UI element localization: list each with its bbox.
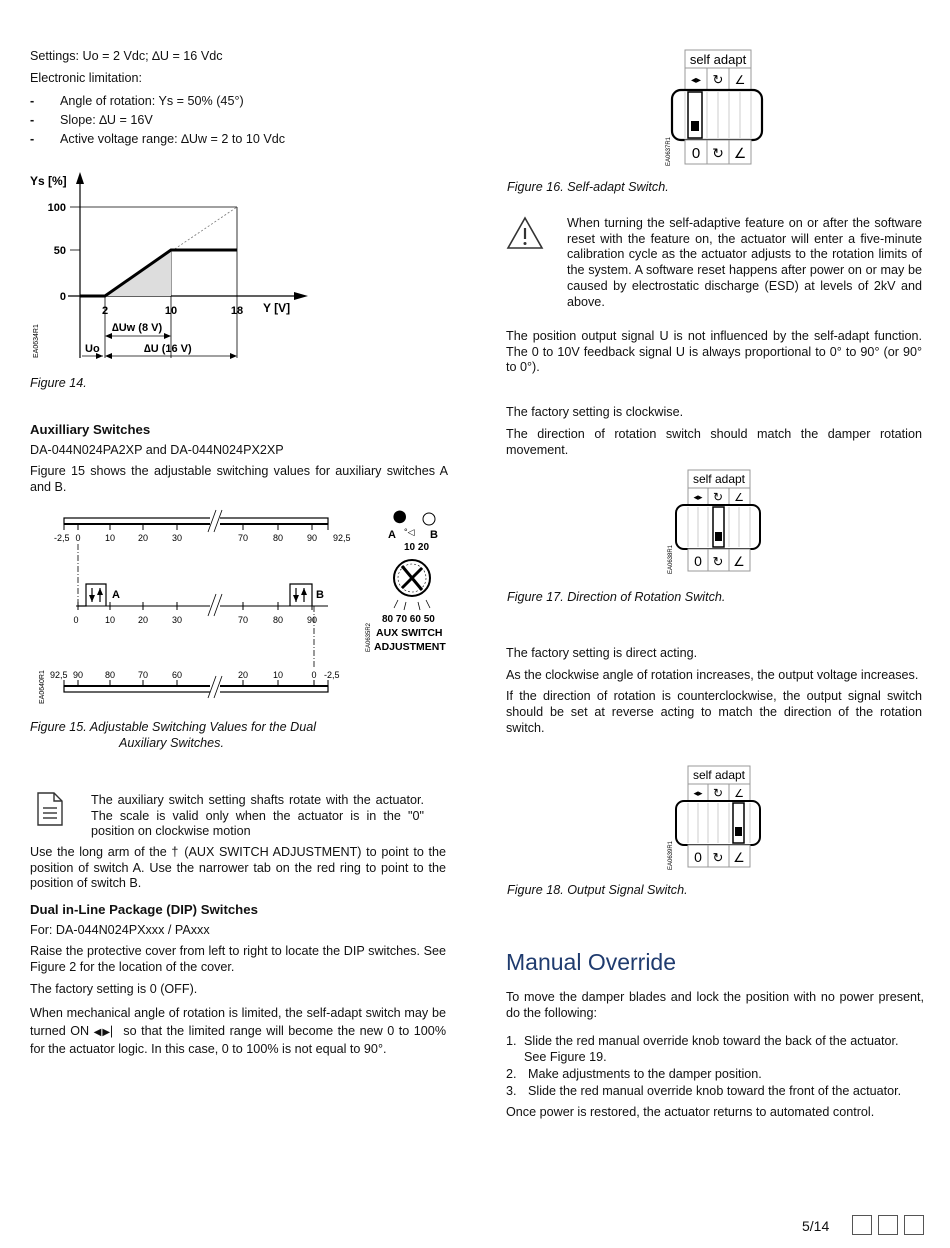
angle-icon: ∠ [733, 145, 747, 161]
scale-label: 80 [104, 670, 116, 680]
footer-box [852, 1215, 872, 1235]
x-tick-label: 2 [101, 305, 109, 317]
x-axis-label: Y [V] [263, 301, 291, 315]
scale-label: 10 [104, 533, 116, 543]
figure-15-diagram [30, 508, 450, 718]
scale-label: 60 [171, 670, 183, 680]
step-number: 3. [506, 1083, 517, 1098]
scale-label: -2,5 [54, 533, 70, 543]
dip-factory: The factory setting is 0 (OFF). [30, 981, 198, 996]
scale-label: 20 [237, 670, 249, 680]
angle-icon: ∠ [734, 788, 744, 800]
manual-override-title: Manual Override [506, 949, 677, 975]
scale-label: 70 [237, 615, 249, 625]
figure-code: EA0637R1 [666, 136, 672, 166]
rotation-icon: ↻ [712, 850, 724, 865]
figure-16-caption: Figure 16. Self-adapt Switch. [507, 180, 669, 194]
page-number: 5/14 [802, 1218, 830, 1234]
figure-18-caption: Figure 18. Output Signal Switch. [507, 883, 688, 897]
footer-box [904, 1215, 924, 1235]
rotation-icon: ↻ [712, 72, 724, 87]
scale-label: 10 [104, 615, 116, 625]
right-text-block-2 [506, 646, 922, 737]
manual-steps [506, 1034, 924, 1099]
factory-cw-text: The factory setting is clockwise. [506, 405, 684, 420]
dial-b-label: B [430, 529, 438, 541]
scale-label: 0 [75, 533, 81, 543]
list-item: - Active voltage range: ∆Uw = 2 to 10 Vdc [30, 132, 450, 148]
figure-17-caption: Figure 17. Direction of Rotation Switch. [507, 590, 726, 604]
dip-raise: Raise the protective cover from left to right to locate the DIP switches. See Figure 2 for the location of the cover. [30, 944, 446, 975]
step-number: 1. [506, 1034, 517, 1049]
aux-title: Auxilliary Switches [30, 422, 151, 437]
scale-label: 70 [137, 670, 149, 680]
self-adapt-icon: ◂▸ [693, 788, 703, 798]
aux-text: Figure 15 shows the adjustable switching values for auxiliary switches A and B. [30, 464, 448, 494]
restored-text: Once power is restored, the actuator returns to automated control. [506, 1105, 875, 1120]
scale-label: 0 [311, 670, 317, 680]
rotation-icon: ↻ [712, 145, 724, 161]
dial-title-2: ADJUSTMENT [374, 641, 446, 653]
dip-title: Dual in-Line Package (DIP) Switches [30, 902, 258, 918]
scale-label: 90 [306, 615, 318, 625]
angle-icon: ∠ [733, 850, 745, 865]
scale-label: 0 [73, 615, 79, 625]
scale-label: 10 [272, 670, 284, 680]
position-output-text: The position output signal U is not influenced by the self-adapt function. The 0 to 10V feedback signal U is always proportional to 0° to 90° (or 90° to 0°). [506, 329, 922, 375]
dial-title-1: AUX SWITCH [376, 627, 443, 639]
switch-label: self adapt [689, 52, 747, 67]
list-item: - Slope: ∆U = 16V [30, 113, 450, 129]
note-text: The auxiliary switch setting shafts rotate with the actuator. The scale is valid only when the actuator is in the "0" position on clockwise motion [91, 793, 424, 839]
scale-label: 20 [137, 615, 149, 625]
dial-top-numbers: 10 20 [404, 542, 430, 553]
manual-override-section [506, 990, 924, 1121]
du-label: ∆U (16 V) [144, 343, 192, 355]
scale-label: 90 [306, 533, 318, 543]
dip-mech-part1: When mechanical angle of rotation is limited, the self-adapt switch may be turned ON [30, 1005, 446, 1038]
figure-14-caption: Figure 14. [30, 376, 87, 390]
scale-label: 30 [171, 615, 183, 625]
dial-a-label: A [388, 529, 396, 541]
x-tick-label: 18 [230, 305, 244, 317]
dip-section [30, 845, 446, 1059]
figure-code: EA0640R1 [39, 670, 46, 704]
scale-label: 30 [171, 533, 183, 543]
figure-code: EA0635R2 [366, 622, 372, 652]
figure-18-switch [664, 764, 774, 874]
scale-label: -2,5 [324, 670, 340, 680]
warning-icon [506, 216, 544, 250]
list-item [506, 1084, 924, 1100]
dip-mech [30, 1004, 446, 1059]
limitation-list [30, 94, 450, 147]
figure-17-switch [664, 468, 774, 578]
list-item [506, 1034, 924, 1065]
warning-text: When turning the self-adaptive feature on or after the software reset with the feature on, the actuator will enter a five-minute calibration cycle as the actuator adjusts to the rotation limits of the system. A software reset happens after power on or may be caused by electrostatic discharge (ESD) at levels of 2kV and above. [567, 216, 922, 309]
figure-code: EA0638R1 [668, 544, 674, 574]
scale-label: 92,5 [50, 670, 68, 680]
self-adapt-on-icon: ◀▶▏ [93, 1026, 119, 1038]
x-tick-label: 10 [164, 305, 178, 317]
direction-match-text: The direction of rotation switch should match the damper rotation movement. [506, 426, 922, 457]
step-number: 2. [506, 1066, 517, 1081]
caption-line: Auxiliary Switches. [119, 735, 224, 750]
manual-intro: To move the damper blades and lock the position with no power present, do the following: [506, 990, 924, 1020]
electronic-limitation: Electronic limitation: [30, 70, 142, 85]
aux-models: DA-044N024PA2XP and DA-044N024PX2XP [30, 442, 284, 457]
list-item: - Angle of rotation: Ys = 50% (45°) [30, 94, 450, 110]
duw-label: ∆Uw (8 V) [112, 322, 163, 334]
angle-icon: ∠ [734, 73, 746, 87]
y-tick-label: 100 [47, 202, 66, 214]
switch-a-label: A [112, 589, 120, 601]
y-axis-label: Ys [%] [30, 174, 67, 188]
switch-b-label: B [316, 589, 324, 601]
y-tick-label: 50 [53, 245, 66, 257]
aux-section [30, 422, 448, 496]
self-adapt-icon: ◂▸ [693, 492, 703, 502]
angle-icon: °◁ [404, 527, 415, 537]
footer-box [878, 1215, 898, 1235]
list-item [506, 1067, 924, 1083]
ccw-text: If the direction of rotation is counterclockwise, the output signal switch should be set at reverse acting to match the direction of the rotation switch. [506, 689, 922, 735]
caption-line: Figure 15. Adjustable Switching Values for the Dual [30, 720, 317, 734]
scale-label: 20 [137, 533, 149, 543]
scale-label: 80 [272, 615, 284, 625]
rotation-icon: ↻ [712, 490, 724, 504]
switch-zero: 0 [691, 145, 701, 162]
switch-label: self adapt [692, 768, 746, 782]
dial-bottom-numbers: 80 70 60 50 [382, 614, 435, 625]
uo-label: Uo [85, 343, 100, 355]
figure-code: EA0639R1 [668, 840, 674, 870]
figure-14-chart [28, 168, 318, 368]
right-text-block-1 [506, 329, 922, 458]
note-icon [36, 792, 64, 826]
cw-increase-text: As the clockwise angle of rotation increases, the output voltage increases. [506, 667, 919, 682]
angle-icon: ∠ [733, 554, 745, 569]
rotation-icon: ↻ [712, 786, 724, 800]
scale-label: 70 [237, 533, 249, 543]
rotation-icon: ↻ [712, 554, 724, 569]
dial-icon-a: ⬤ [393, 509, 407, 523]
figure-16-switch [660, 48, 770, 168]
switch-label: self adapt [692, 472, 746, 486]
switch-zero: 0 [694, 849, 702, 865]
dip-for: For: DA-044N024PXxxx / PAxxx [30, 922, 210, 937]
step-text: Slide the red manual override knob toward the front of the actuator. [528, 1083, 902, 1098]
settings-line: Settings: Uo = 2 Vdc; ∆U = 16 Vdc [30, 49, 223, 63]
scale-label: 80 [272, 533, 284, 543]
self-adapt-icon: ◂▸ [690, 75, 702, 86]
step-text: Make adjustments to the damper position. [528, 1066, 762, 1081]
factory-direct-text: The factory setting is direct acting. [506, 646, 698, 660]
figure-15-caption [30, 720, 316, 751]
left-column [30, 49, 450, 151]
dip-mech-part2: so that the limited range will become the new 0 to 100% for the actuator logic. In this case, 0 to 100% is not equal to 90°. [30, 1023, 447, 1057]
switch-zero: 0 [694, 553, 702, 569]
y-tick-label: 0 [59, 291, 66, 303]
aux-use-text: Use the long arm of the † (AUX SWITCH ADJUSTMENT) to point to the position of switch A. Use the narrower tab on the red ring to point to the position of switch B. [30, 845, 446, 891]
scale-label: 90 [72, 670, 84, 680]
scale-label: 92,5 [333, 533, 351, 543]
step-text: Slide the red manual override knob toward the back of the actuator. See Figure 19. [524, 1034, 899, 1065]
figure-code: EA0634R1 [33, 324, 40, 358]
angle-icon: ∠ [734, 492, 744, 504]
